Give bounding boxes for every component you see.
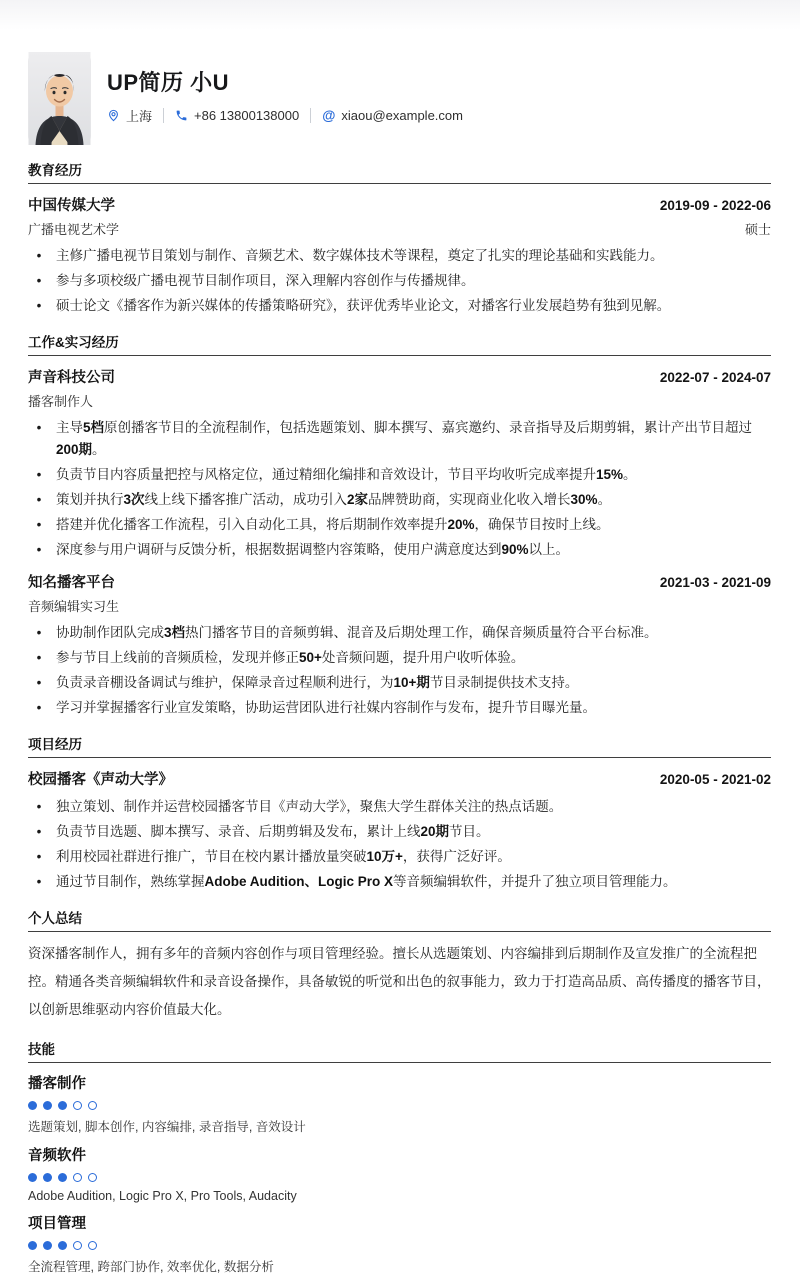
project-entry-head (28, 768, 771, 789)
bullet-text: 利用校园社群进行推广，节目在校内累计播放量突破10万+，获得广泛好评。 (56, 849, 511, 864)
summary-section (28, 907, 771, 1024)
job-bullets (28, 417, 771, 561)
bullet-item (28, 697, 771, 719)
degree-name: 硕士 (744, 222, 771, 237)
skill-dot (88, 1241, 97, 1250)
email-icon: @ (322, 108, 336, 123)
section-title-projects: 项目经历 (28, 733, 771, 758)
job-entry-head (28, 366, 771, 387)
bullet-marker: • (36, 298, 42, 313)
bullet-marker: • (36, 625, 42, 640)
section-title-summary: 个人总结 (28, 907, 771, 932)
bullet-text: 主修广播电视节目策划与制作、音频艺术、数字媒体技术等课程，奠定了扎实的理论基础和实践能力。 (56, 248, 664, 263)
job-entry-head (28, 571, 771, 592)
skill-dot (28, 1241, 37, 1250)
bullet-marker: • (36, 248, 42, 263)
bullet-text: 深度参与用户调研与反馈分析，根据数据调整内容策略，使用户满意度达到90%以上。 (56, 542, 570, 557)
skill-dot (73, 1173, 82, 1182)
contact-divider (163, 108, 164, 123)
bullet-text: 搭建并优化播客工作流程，引入自动化工具，将后期制作效率提升20%，确保节目按时上线。 (56, 517, 610, 532)
skill-dot (73, 1101, 82, 1110)
bullet-item (28, 796, 771, 818)
bullet-item (28, 871, 771, 893)
skill-name: 音频软件 (28, 1148, 86, 1164)
education-date: 2019-09 - 2022-06 (659, 198, 771, 213)
bullet-text: 负责录音棚设备调试与维护，保障录音过程顺利进行，为10+期节目录制提供技术支持。 (56, 675, 579, 690)
bullet-marker: • (36, 799, 42, 814)
bullet-marker: • (36, 492, 42, 507)
bullet-item (28, 672, 771, 694)
profile-photo (28, 52, 91, 145)
company-name: 声音科技公司 (28, 370, 115, 386)
location-text: 上海 (126, 109, 153, 124)
section-title-skills: 技能 (28, 1038, 771, 1063)
location-icon (107, 109, 120, 122)
bullet-item (28, 622, 771, 644)
education-section (28, 159, 771, 317)
bullet-item (28, 464, 771, 486)
bullet-marker: • (36, 824, 42, 839)
contact-divider (310, 108, 311, 123)
skill-dot (28, 1101, 37, 1110)
skill-description: 全流程管理, 跨部门协作, 效率优化, 数据分析 (28, 1260, 274, 1274)
job-bullets (28, 622, 771, 719)
skill-dot (88, 1173, 97, 1182)
resume-header (28, 0, 771, 145)
skill-dot (43, 1101, 52, 1110)
bullet-item (28, 539, 771, 561)
bullet-marker: • (36, 517, 42, 532)
work-section (28, 331, 771, 719)
skill-item-1 (28, 1144, 771, 1203)
education-bullets (28, 245, 771, 317)
bullet-marker: • (36, 273, 42, 288)
bullet-text: 负责节目内容质量把控与风格定位，通过精细化编排和音效设计，节目平均收听完成率提升15%。 (56, 467, 637, 482)
job-role: 播客制作人 (28, 394, 94, 409)
bullet-text: 硕士论文《播客作为新兴媒体的传播策略研究》，获评优秀毕业论文，对播客行业发展趋势有独到见解。 (56, 298, 671, 313)
bullet-text: 独立策划、制作并运营校园播客节目《声动大学》，聚焦大学生群体关注的热点话题。 (56, 799, 563, 814)
bullet-text: 参与多项校级广播电视节目制作项目，深入理解内容创作与传播规律。 (56, 273, 475, 288)
project-date: 2020-05 - 2021-02 (659, 772, 771, 787)
bullet-text: 策划并执行3次线上线下播客推广活动，成功引入2家品牌赞助商，实现商业化收入增长30%。 (56, 492, 612, 507)
job-entry-1 (28, 571, 771, 719)
skill-level-dots (28, 1101, 771, 1110)
job-entry-0 (28, 366, 771, 561)
bullet-item (28, 821, 771, 843)
school-name: 中国传媒大学 (28, 198, 115, 214)
bullet-marker: • (36, 700, 42, 715)
bullet-item (28, 295, 771, 317)
job-date: 2022-07 - 2024-07 (659, 370, 771, 385)
avatar-illustration (28, 52, 91, 145)
bullet-item (28, 417, 771, 461)
skill-dot (43, 1241, 52, 1250)
education-entry-sub (28, 219, 771, 238)
project-name: 校园播客《声动大学》 (28, 772, 173, 788)
job-date: 2021-03 - 2021-09 (659, 575, 771, 590)
skill-description: 选题策划, 脚本创作, 内容编排, 录音指导, 音效设计 (28, 1120, 306, 1134)
projects-section (28, 733, 771, 893)
bullet-item (28, 846, 771, 868)
skills-section (28, 1038, 771, 1275)
bullet-marker: • (36, 675, 42, 690)
section-title-education: 教育经历 (28, 159, 771, 184)
bullet-item (28, 647, 771, 669)
bullet-marker: • (36, 874, 42, 889)
skill-dot (58, 1173, 67, 1182)
bullet-text: 学习并掌握播客行业宣发策略，协助运营团队进行社媒内容制作与发布，提升节目曝光量。 (56, 700, 596, 715)
phone-number[interactable]: +86 13800138000 (194, 108, 300, 123)
major-name: 广播电视艺术学 (28, 222, 120, 237)
skill-dot (88, 1101, 97, 1110)
bullet-marker: • (36, 467, 42, 482)
header-info (107, 52, 463, 145)
bullet-marker: • (36, 849, 42, 864)
bullet-marker: • (36, 650, 42, 665)
job-entry-sub (28, 596, 771, 615)
skill-name: 播客制作 (28, 1076, 86, 1092)
skill-item-0 (28, 1072, 771, 1135)
bullet-item (28, 245, 771, 267)
summary-text: 资深播客制作人，拥有多年的音频内容创作与项目管理经验。擅长从选题策划、内容编排到后期制作及宣发推广的全流程把控。精通各类音频编辑软件和录音设备操作，具备敏锐的听觉和出色的叙事能力，致力于打造高品质、高传播度的播客节目，以创新思维驱动内容价值最大化。 (28, 946, 771, 1017)
skill-dot (73, 1241, 82, 1250)
bullet-text: 通过节目制作，熟练掌握Adobe Audition、Logic Pro X等音频编辑软件，并提升了独立项目管理能力。 (56, 874, 677, 889)
bullet-item (28, 514, 771, 536)
phone-icon (175, 109, 188, 122)
job-role: 音频编辑实习生 (28, 599, 120, 614)
bullet-text: 负责节目选题、脚本撰写、录音、后期剪辑及发布，累计上线20期节目。 (56, 824, 490, 839)
education-entry-head (28, 194, 771, 215)
skill-dot (43, 1173, 52, 1182)
skill-dot (58, 1241, 67, 1250)
bullet-marker: • (36, 542, 42, 557)
bullet-text: 协助制作团队完成3档热门播客节目的音频剪辑、混音及后期处理工作，确保音频质量符合平台标准。 (56, 625, 658, 640)
skill-dot (28, 1173, 37, 1182)
bullet-text: 参与节目上线前的音频质检，发现并修正50+处音频问题，提升用户收听体验。 (56, 650, 525, 665)
skill-name: 项目管理 (28, 1216, 86, 1232)
bullet-item (28, 270, 771, 292)
bullet-item (28, 489, 771, 511)
skill-level-dots (28, 1241, 771, 1250)
skill-item-2 (28, 1212, 771, 1275)
skill-level-dots (28, 1173, 771, 1182)
company-name: 知名播客平台 (28, 575, 115, 591)
candidate-name: UP简历 小U (107, 70, 230, 95)
bullet-text: 主导5档原创播客节目的全流程制作，包括选题策划、脚本撰写、嘉宾邀约、录音指导及后期剪辑，累计产出节目超过200期。 (56, 420, 753, 457)
skill-dot (58, 1101, 67, 1110)
job-entry-sub (28, 391, 771, 410)
project-bullets (28, 796, 771, 893)
email-address[interactable]: xiaou@example.com (341, 108, 463, 123)
skill-description: Adobe Audition, Logic Pro X, Pro Tools, Audacity (28, 1189, 297, 1203)
contact-row (107, 106, 463, 125)
section-title-work: 工作&实习经历 (28, 331, 771, 356)
bullet-marker: • (36, 420, 42, 435)
